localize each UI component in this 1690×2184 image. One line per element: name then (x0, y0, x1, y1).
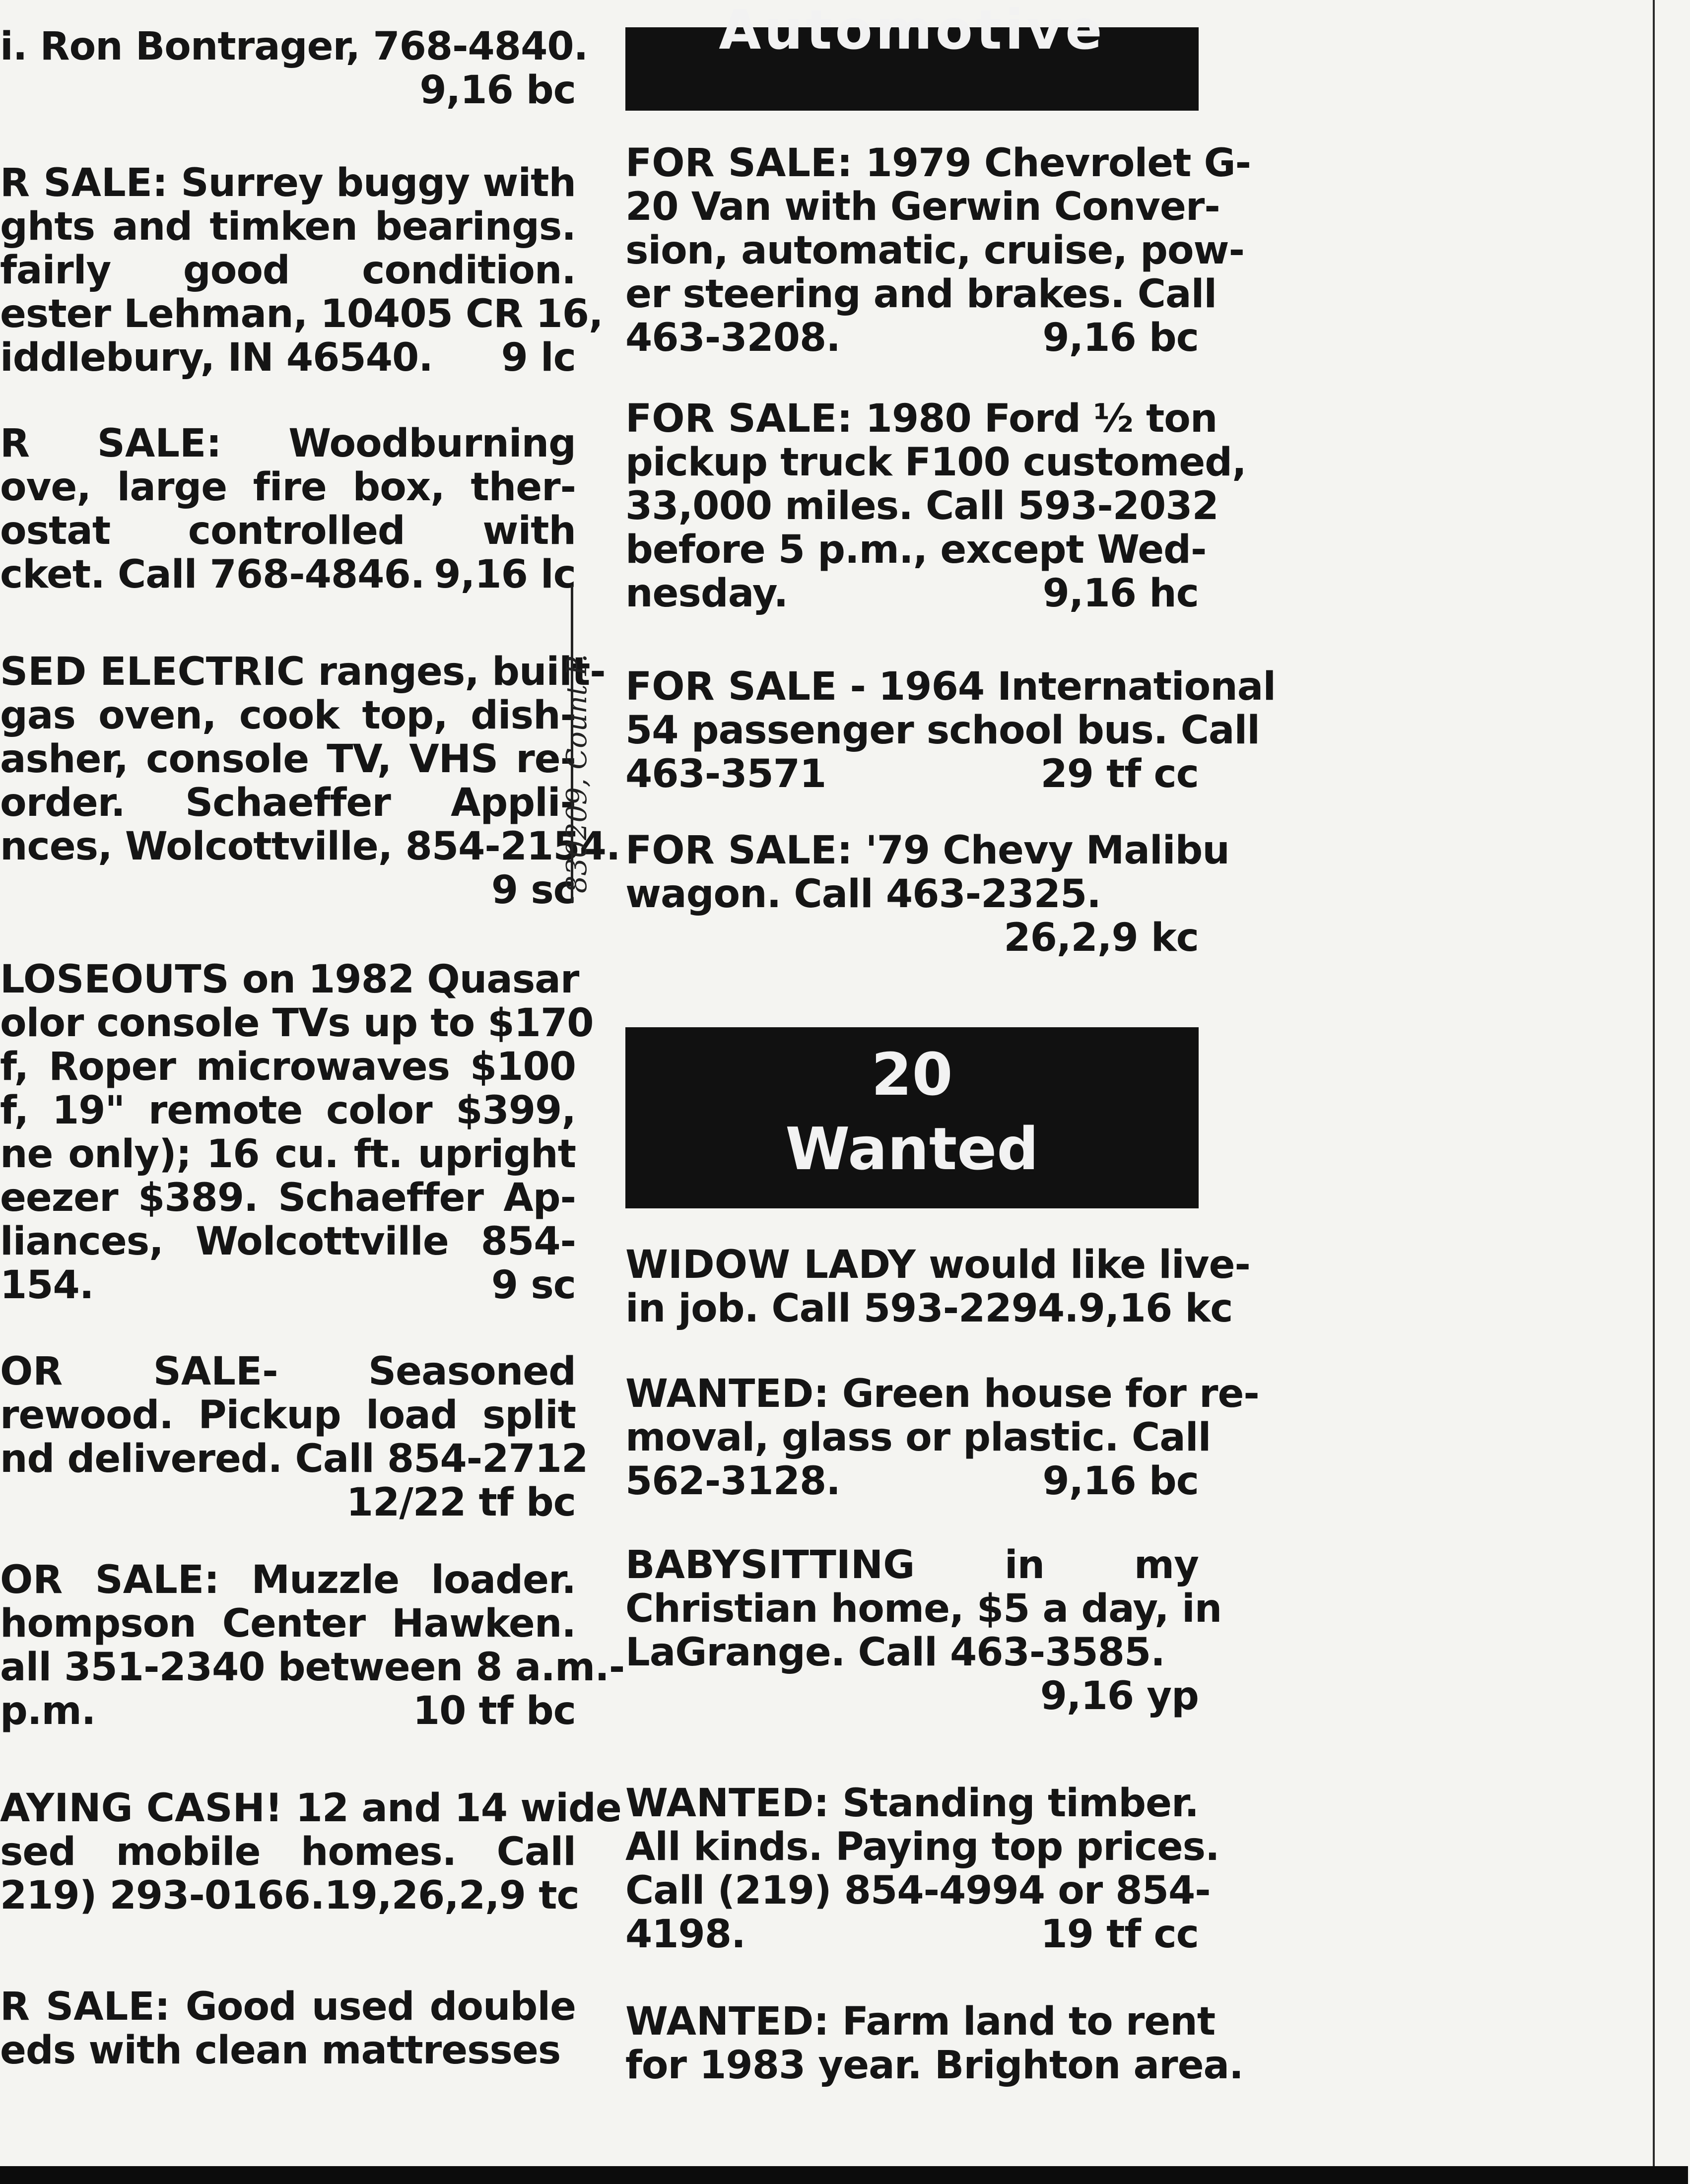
automotive-section-banner (625, 0, 1199, 111)
classified-ad (625, 1781, 1219, 1957)
ad-text-line: FOR SALE: '79 Chevy Malibu (625, 828, 1229, 873)
ad-heading: R SALE: (0, 161, 168, 205)
ad-heading: FOR SALE: (625, 397, 853, 441)
ad-heading: WANTED: (625, 1781, 829, 1826)
ad-heading: LOSEOUTS (0, 957, 229, 1002)
ad-code: 9 lc (501, 335, 576, 380)
ad-text-line: R SALE: Surrey buggy with (0, 161, 576, 205)
classified-ad (625, 141, 1251, 360)
ad-heading: OR SALE- (0, 1349, 278, 1394)
ad-text-line: 219) 293-0166. (0, 1873, 325, 1918)
ad-heading: SED ELECTRIC (0, 650, 305, 694)
wanted-section-banner (625, 1027, 1199, 1208)
ad-text-line: before 5 p.m., except Wed- (625, 528, 1207, 572)
ad-text-line: WANTED: Farm land to rent (625, 1999, 1216, 2044)
ad-text-line: 463-3571 (625, 752, 826, 796)
classified-ad (625, 828, 1229, 960)
ad-text-line: ghts and timken bearings. (0, 204, 576, 249)
ad-text-line: SED ELECTRIC ranges, built- (0, 650, 606, 694)
wanted-banner-number: 20 (871, 1040, 953, 1109)
ad-heading: WANTED: (625, 1999, 829, 2044)
ad-last-line (0, 553, 576, 596)
ad-text-line: 33,000 miles. Call 593-2032 (625, 484, 1218, 529)
ad-code: 9 sc (491, 1263, 576, 1308)
classified-ad (0, 1558, 625, 1733)
ad-code: 12/22 tf bc (346, 1480, 576, 1525)
ad-text-line: gas oven, cook top, dish- (0, 693, 576, 738)
ad-heading: FOR SALE: (625, 141, 853, 186)
ad-text-line: 54 passenger school bus. Call (625, 708, 1260, 753)
ad-text-line: moval, glass or plastic. Call (625, 1415, 1211, 1460)
ad-code: 26,2,9 kc (1004, 916, 1199, 960)
classified-ad (0, 1349, 588, 1525)
ad-text-line: R SALE: Good used double (0, 1985, 576, 2029)
ad-text-line: OR SALE: Muzzle loader. (0, 1558, 576, 1602)
classified-ad (0, 1786, 621, 1918)
classified-ad (0, 161, 603, 380)
ad-text-line: 154. (0, 1263, 94, 1308)
ad-code: 9,16 bc (419, 68, 576, 113)
ad-text-line: ove, large fire box, ther- (0, 465, 576, 510)
ad-code: 19,26,2,9 tc (324, 1873, 579, 1918)
classified-ad (0, 422, 576, 596)
ad-text-line: liances, Wolcottville 854- (0, 1219, 576, 1264)
ad-text-line: ester Lehman, 10405 CR 16, (0, 292, 603, 336)
classified-ad (0, 1985, 576, 2072)
ad-text-line: asher, console TV, VHS re- (0, 737, 576, 782)
page-bottom-bar (0, 2166, 1688, 2184)
ad-text-line: sed mobile homes. Call (0, 1830, 576, 1874)
ad-heading: FOR SALE (625, 664, 837, 709)
classified-ad (625, 1243, 1250, 1331)
classified-ad (625, 397, 1246, 616)
ad-text-line: WANTED: Standing timber. (625, 1781, 1199, 1826)
ad-text-line: ne only); 16 cu. ft. upright (0, 1132, 576, 1177)
ad-text-line: eezer $389. Schaeffer Ap- (0, 1176, 576, 1220)
ad-last-line (625, 572, 1199, 615)
ad-text-line: for 1983 year. Brighton area. (625, 2043, 1243, 2088)
ad-text-line: eds with clean mattresses (0, 2028, 561, 2073)
ad-text-line: WIDOW LADY would like live- (625, 1243, 1250, 1287)
ad-code: 9,16 kc (1078, 1286, 1233, 1331)
classified-ad (625, 1372, 1259, 1504)
ad-text-line: sion, automatic, cruise, pow- (625, 228, 1244, 273)
ad-code: 9,16 bc (1042, 1459, 1199, 1504)
ad-text-line: AYING CASH! 12 and 14 wide (0, 1786, 621, 1831)
handwritten-annotation (551, 586, 615, 933)
wanted-banner-label: Wanted (785, 1115, 1039, 1183)
classified-ad (625, 1999, 1243, 2088)
ad-text-line: ostat controlled with (0, 509, 576, 553)
ad-text-line: 20 Van with Gerwin Conver- (625, 185, 1220, 229)
ad-heading: R SALE: (0, 421, 222, 466)
ad-last-line (0, 1263, 576, 1307)
ad-text-line: f, 19" remote color $399, (0, 1088, 576, 1133)
ad-code: 19 tf cc (1040, 1912, 1199, 1957)
ad-heading: FOR SALE: (625, 828, 853, 873)
page-right-edge (1653, 0, 1690, 2166)
ad-code: 29 tf cc (1040, 752, 1199, 796)
ad-text-line: cket. Call 768-4846. (0, 552, 425, 597)
ad-code: 9 sc (491, 868, 576, 913)
ad-code: 9,16 hc (1042, 571, 1199, 616)
ad-text-line: FOR SALE: 1979 Chevrolet G- (625, 141, 1251, 186)
ad-last-line (625, 1459, 1199, 1503)
ad-text-line: all 351-2340 between 8 a.m.- (0, 1645, 625, 1690)
ad-text-line: pickup truck F100 customed, (625, 440, 1246, 485)
ad-text-line: fairly good condition. (0, 248, 576, 293)
ad-text-line: 4198. (625, 1912, 745, 1957)
ad-text-line: 463-3208. (625, 316, 840, 360)
classified-ad (625, 1543, 1222, 1719)
ad-text-line: R SALE: Woodburning (0, 421, 576, 466)
automotive-banner-label: Automotive (719, 0, 1105, 62)
ad-text-line: rewood. Pickup load split (0, 1393, 576, 1438)
ad-last-line (0, 336, 576, 380)
ad-heading: BABYSITTING (625, 1543, 915, 1588)
ad-text-line: nces, Wolcottville, 854-2154. (0, 824, 620, 869)
ad-text-line: LaGrange. Call 463-3585. (625, 1630, 1165, 1675)
ad-code: 9,16 yp (1040, 1674, 1199, 1719)
ad-text-line: BABYSITTING in my (625, 1543, 1199, 1588)
ad-text-line: er steering and brakes. Call (625, 272, 1217, 317)
ad-text-line: f, Roper microwaves $100 (0, 1045, 576, 1089)
ad-text-line: Christian home, $5 a day, in (625, 1587, 1222, 1631)
ad-heading: AYING CASH! (0, 1786, 283, 1831)
ad-text-line: WANTED: Green house for re- (625, 1372, 1259, 1416)
ad-last-line (625, 316, 1199, 360)
ad-last-line (0, 1689, 576, 1733)
classified-ad (0, 24, 588, 113)
ad-text-line: p.m. (0, 1689, 96, 1733)
ad-text-line: FOR SALE: 1980 Ford ½ ton (625, 397, 1217, 441)
classified-ad (0, 957, 594, 1308)
ad-text-line: Call (219) 854-4994 or 854- (625, 1868, 1211, 1913)
ad-last-line (625, 1913, 1199, 1956)
annotation-text: 830209, Count P. (561, 654, 593, 893)
ad-text-line: FOR SALE - 1964 International (625, 664, 1276, 709)
classified-ad (625, 664, 1276, 796)
ad-text-line: nd delivered. Call 854-2712 (0, 1437, 588, 1481)
ad-last-line (0, 1873, 579, 1918)
ad-text-line: OR SALE- Seasoned (0, 1349, 576, 1394)
ad-text-line: i. Ron Bontrager, 768-4840. (0, 24, 588, 69)
ad-code: 10 tf bc (412, 1689, 576, 1733)
ad-heading: WANTED: (625, 1372, 829, 1416)
ad-text-line: All kinds. Paying top prices. (625, 1825, 1219, 1869)
ad-heading: OR SALE: (0, 1558, 220, 1602)
ad-text-line: iddlebury, IN 46540. (0, 335, 433, 380)
ad-last-line (625, 752, 1199, 796)
ad-text-line: 562-3128. (625, 1459, 840, 1504)
ad-text-line: nesday. (625, 571, 788, 616)
ad-text-line: olor console TVs up to $170 (0, 1001, 594, 1046)
ad-heading: WIDOW LADY (625, 1243, 916, 1287)
ad-code: 9,16 bc (1042, 316, 1199, 360)
ad-text-line: in job. Call 593-2294. (625, 1286, 1079, 1331)
ad-text-line: order. Schaeffer Appli- (0, 781, 576, 825)
ad-text-line: wagon. Call 463-2325. (625, 872, 1101, 917)
ad-text-line: hompson Center Hawken. (0, 1601, 576, 1646)
ad-code: 9,16 lc (434, 552, 576, 597)
ad-last-line (625, 1286, 1233, 1331)
ad-text-line: LOSEOUTS on 1982 Quasar (0, 957, 579, 1002)
ad-heading: R SALE: (0, 1985, 170, 2029)
